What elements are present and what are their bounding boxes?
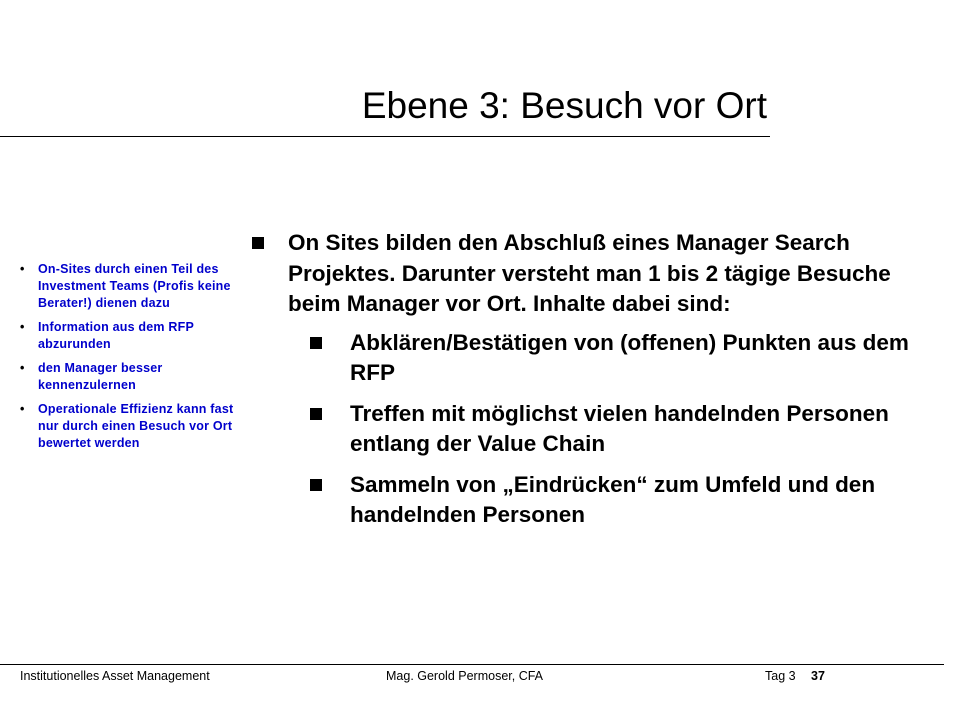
side-note-text: den Manager besser kennenzulernen [38, 361, 163, 392]
side-note-text: Information aus dem RFP abzurunden [38, 320, 194, 351]
side-note-item [20, 261, 242, 312]
title-divider [0, 136, 770, 137]
sub-bullet [250, 470, 910, 531]
main-bullet-text: On Sites bilden den Abschluß eines Manager Search Projektes. Darunter versteht man 1 bis 2 tägige Besuche beim Manager vor Ort. Inhalte dabei sind: [288, 230, 891, 316]
square-bullet-icon [310, 408, 322, 420]
bullet-dot-icon: • [20, 361, 25, 375]
square-bullet-icon [252, 237, 264, 249]
main-bullet [250, 228, 910, 320]
slide-title: Ebene 3: Besuch vor Ort [361, 85, 767, 126]
square-bullet-icon [310, 337, 322, 349]
side-note-text: Operationale Effizienz kann fast nur durch einen Besuch vor Ort bewertet werden [38, 402, 234, 450]
footer-divider [0, 664, 944, 665]
square-bullet-icon [310, 479, 322, 491]
sub-bullet [250, 328, 910, 389]
bullet-dot-icon: • [20, 320, 25, 334]
footer-author: Mag. Gerold Permoser, CFA [386, 669, 544, 683]
side-note-item [20, 360, 242, 394]
sub-bullet-text: Abklären/Bestätigen von (offenen) Punkten aus dem RFP [350, 329, 909, 385]
footer-day: Tag 3 [765, 669, 796, 683]
sub-bullet-text: Sammeln von „Eindrücken“ zum Umfeld und den handelnden Personen [350, 471, 876, 527]
side-note-item [20, 401, 242, 452]
main-content [250, 228, 910, 541]
bullet-dot-icon: • [20, 262, 25, 276]
footer-course-title: Institutionelles Asset Management [20, 669, 210, 683]
side-note-item [20, 319, 242, 353]
footer-page-number: 37 [811, 669, 825, 683]
side-notes-list [20, 261, 242, 459]
bullet-dot-icon: • [20, 402, 25, 416]
sub-bullet [250, 399, 910, 460]
sub-bullet-text: Treffen mit möglichst vielen handelnden Personen entlang der Value Chain [350, 400, 889, 456]
side-note-text: On-Sites durch einen Teil des Investment Teams (Profis keine Berater!) dienen dazu [38, 262, 231, 310]
sub-bullet-list [250, 328, 910, 531]
